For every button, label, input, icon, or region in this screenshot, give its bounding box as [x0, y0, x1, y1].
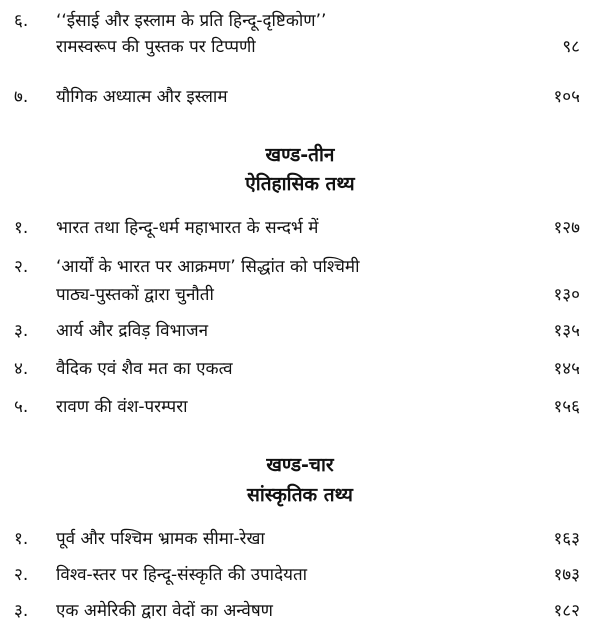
entry-number: ६. — [14, 11, 29, 31]
entry-title-line-1: पूर्व और पश्चिम भ्रामक सीमा-रेखा — [56, 529, 265, 549]
entry-number: १. — [14, 529, 29, 549]
section-subheading: ऐतिहासिक तथ्य — [245, 173, 355, 195]
toc-entry[interactable] — [0, 320, 600, 344]
entry-number: ४. — [14, 359, 29, 379]
entry-title-line-1: ‘‘ईसाई और इस्लाम के प्रति हिन्दू-दृष्टिकोण’’ — [56, 11, 327, 31]
entry-title-line-1: यौगिक अध्यात्म और इस्लाम — [56, 87, 228, 107]
entry-number: २. — [14, 565, 29, 585]
toc-entry[interactable] — [0, 10, 600, 60]
entry-page-number: १३५ — [553, 321, 580, 341]
entry-title-line-2: रामस्वरूप की पुस्तक पर टिप्पणी — [56, 37, 256, 57]
entry-page-number: १८२ — [553, 601, 580, 621]
entry-page-number: १०५ — [553, 87, 580, 107]
entry-page-number: १५६ — [553, 397, 580, 417]
entry-page-number: १४५ — [553, 359, 580, 379]
section-heading: खण्ड-चार — [266, 454, 334, 476]
toc-entry[interactable] — [0, 528, 600, 552]
entry-number: १. — [14, 218, 29, 238]
entry-page-number: १३० — [553, 285, 580, 305]
toc-entry[interactable] — [0, 564, 600, 588]
toc-entry[interactable] — [0, 217, 600, 241]
entry-title-line-2: पाठ्य-पुस्तकों द्वारा चुनौती — [56, 285, 214, 305]
entry-title-line-1: वैदिक एवं शैव मत का एकत्व — [56, 359, 233, 379]
entry-page-number: १६३ — [553, 529, 580, 549]
entry-number: ७. — [14, 87, 29, 107]
toc-entry[interactable] — [0, 358, 600, 382]
entry-page-number: ९८ — [562, 37, 580, 57]
entry-title-line-1: एक अमेरिकी द्वारा वेदों का अन्वेषण — [56, 601, 273, 621]
entry-title-line-1: विश्व-स्तर पर हिन्दू-संस्कृति की उपादेयता — [56, 565, 308, 585]
entry-title-line-1: रावण की वंश-परम्परा — [56, 397, 188, 417]
toc-entry[interactable] — [0, 396, 600, 420]
section-subheading: सांस्कृतिक तथ्य — [247, 484, 353, 506]
entry-title-line-1: ‘आर्यों के भारत पर आक्रमण’ सिद्धांत को पश्चिमी — [56, 257, 360, 277]
toc-entry[interactable] — [0, 86, 600, 110]
entry-number: २. — [14, 257, 29, 277]
entry-number: ३. — [14, 601, 29, 621]
entry-title-line-1: आर्य और द्रविड़ विभाजन — [56, 321, 209, 341]
section-heading: खण्ड-तीन — [265, 144, 335, 166]
entry-page-number: १२७ — [553, 218, 580, 238]
toc-entry[interactable] — [0, 600, 600, 624]
entry-page-number: १७३ — [553, 565, 580, 585]
toc-entry[interactable] — [0, 256, 600, 306]
entry-number: ५. — [14, 397, 29, 417]
entry-title-line-1: भारत तथा हिन्दू-धर्म महाभारत के सन्दर्भ में — [56, 218, 319, 238]
entry-number: ३. — [14, 321, 29, 341]
